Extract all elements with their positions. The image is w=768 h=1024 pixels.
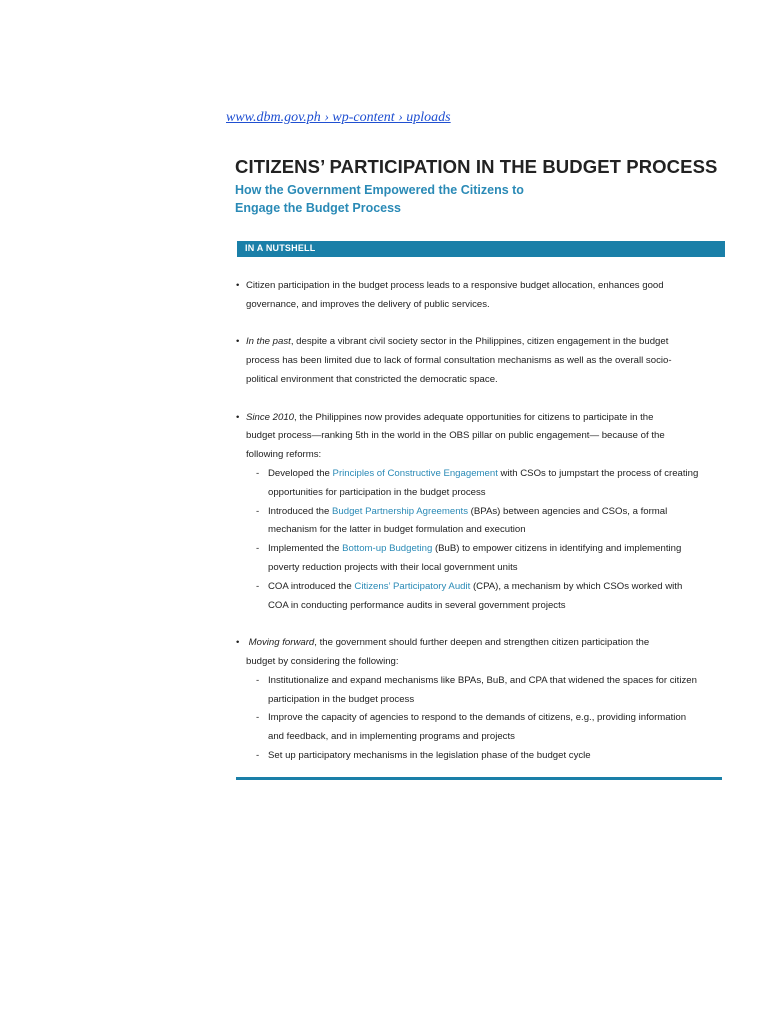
- reform-item: [246, 503, 725, 541]
- reform-item: [246, 465, 725, 503]
- text-line: - Set up participatory mechanisms in the legislation phase of the budget cycle: [268, 749, 591, 761]
- recommendation-item: [246, 672, 725, 710]
- bullet-moving-forward: [235, 634, 725, 766]
- bullet-participation-benefits: [235, 277, 725, 315]
- source-url-link[interactable]: www.dbm.gov.ph › wp-content › uploads: [226, 110, 451, 125]
- text-run: , despite a vibrant civil society sector in the Philippines, citizen engagement in the budget: [290, 336, 669, 348]
- recommendation-item: [246, 747, 725, 766]
- text-run: , the Philippines now provides adequate opportunities for citizens to participate in the: [294, 411, 654, 423]
- bullet-since-2010: [235, 409, 725, 616]
- nutshell-content: [235, 277, 725, 785]
- text-line: [268, 465, 725, 484]
- reform-term-link[interactable]: Bottom-up Budgeting: [342, 543, 433, 555]
- document-subtitle: [235, 181, 725, 217]
- recommendation-item: [246, 709, 725, 747]
- text-run: COA introduced the: [268, 580, 355, 592]
- text-line: participation in the budget process: [268, 693, 415, 705]
- text-line: [268, 540, 725, 559]
- reform-term-link[interactable]: Citizens’ Participatory Audit: [354, 580, 471, 592]
- text-run: (CPA), a mechanism by which CSOs worked with: [470, 580, 683, 592]
- text-line: following reforms:: [246, 449, 322, 461]
- section-header-label: IN A NUTSHELL: [245, 243, 316, 253]
- reform-item: [246, 578, 725, 616]
- text-line: COA in conducting performance audits in several government projects: [268, 599, 566, 611]
- lead-phrase: In the past: [246, 336, 291, 348]
- text-line: - Institutionalize and expand mechanisms like BPAs, BuB, and CPA that widened the spaces for citizen: [268, 674, 697, 686]
- lead-phrase: Since 2010: [246, 411, 295, 423]
- reform-term-link[interactable]: Budget Partnership Agreements: [332, 505, 469, 517]
- reform-item: [246, 540, 725, 578]
- text-line: [246, 634, 725, 653]
- text-run: with CSOs to jumpstart the process of creating: [497, 467, 699, 479]
- text-line: mechanism for the latter in budget formulation and execution: [268, 524, 526, 536]
- text-line: and feedback, and in implementing programs and projects: [268, 731, 515, 743]
- text-line: - Improve the capacity of agencies to respond to the demands of citizens, e.g., providing information: [268, 712, 687, 724]
- text-line: political environment that constricted the democratic space.: [246, 373, 498, 385]
- text-line: poverty reduction projects with their local government units: [268, 561, 518, 573]
- text-line: [246, 409, 725, 428]
- text-run: Introduced the: [268, 505, 333, 517]
- bullet-in-the-past: [235, 333, 725, 389]
- text-line: budget process—ranking 5th in the world in the OBS pillar on public engagement— because of the: [246, 430, 665, 442]
- text-line: budget by considering the following:: [246, 655, 399, 667]
- text-line: process has been limited due to lack of formal consultation mechanisms as well as the overall socio-: [246, 355, 672, 367]
- text-line: opportunities for participation in the budget process: [268, 486, 486, 498]
- text-line: [246, 333, 725, 352]
- section-header-bar: [237, 241, 725, 257]
- subtitle-line-1: How the Government Empowered the Citizens to: [235, 183, 524, 197]
- text-line: governance, and improves the delivery of public services.: [246, 298, 490, 310]
- text-run: Developed the: [268, 467, 333, 479]
- text-run: (BPAs) between agencies and CSOs, a formal: [468, 505, 668, 517]
- document-title: CITIZENS’ PARTICIPATION IN THE BUDGET PROCESS: [235, 156, 718, 177]
- text-run: Implemented the: [268, 543, 343, 555]
- text-line: [268, 578, 725, 597]
- lead-phrase: Moving forward: [248, 637, 315, 649]
- reform-term-link[interactable]: Principles of Constructive Engagement: [332, 467, 498, 479]
- text-line: • Citizen participation in the budget process leads to a responsive budget allocation, enhances good: [246, 280, 664, 291]
- text-run: (BuB) to empower citizens in identifying and implementing: [432, 543, 682, 555]
- subtitle-line-2: Engage the Budget Process: [235, 201, 402, 215]
- text-run: , the government should further deepen and strengthen citizen participation the: [314, 637, 650, 649]
- text-line: [268, 503, 725, 522]
- bottom-divider: [236, 777, 722, 780]
